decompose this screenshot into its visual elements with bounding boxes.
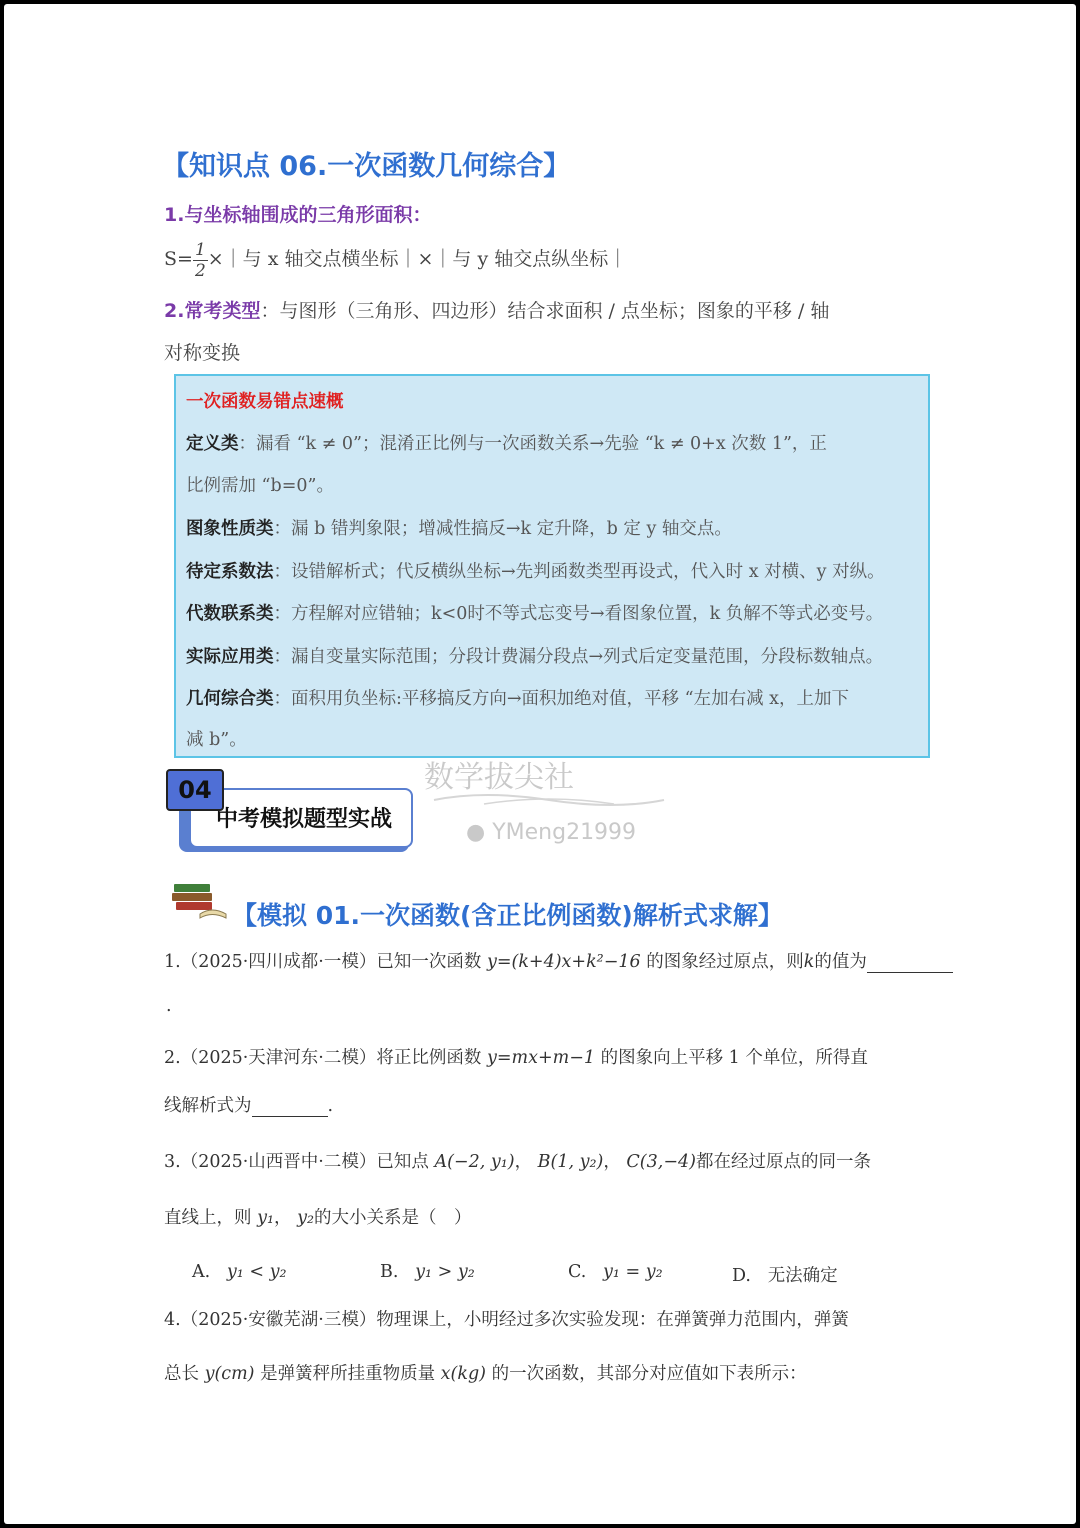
q3-y2: y₂ xyxy=(297,1208,314,1228)
simulation-heading: 【模拟 01.一次函数(含正比例函数)解析式求解】 xyxy=(232,901,783,930)
q3-point-b: B(1, y₂) xyxy=(537,1152,604,1172)
option-label: B. xyxy=(380,1262,399,1282)
tip-text: ：面积用负坐标:平移搞反方向→面积加绝对值，平移 “左加右减 x，上加下 xyxy=(273,689,849,709)
tip-text: 比例需加 “b=0”。 xyxy=(186,476,334,496)
tips-title: 一次函数易错点速概 xyxy=(186,392,344,412)
watermark-ornament xyxy=(424,788,674,812)
q2-text: 2.（2025·天津河东·二模）将正比例函数 xyxy=(164,1048,482,1068)
tip-line-definition-cont xyxy=(186,472,334,497)
question-2-line2 xyxy=(164,1092,333,1117)
q3-text-2: 都在经过原点的同一条 xyxy=(695,1152,871,1172)
tip-line-undetermined xyxy=(186,558,885,583)
question-1 xyxy=(164,948,953,973)
q1-formula: y=(k+4)x+k²−16 xyxy=(486,952,641,972)
watermark-id xyxy=(466,820,636,845)
q4-y-cm: y(cm) xyxy=(204,1364,255,1384)
q4-text: 总长 xyxy=(164,1364,199,1384)
q4-text-2: 是弹簧秤所挂重物质量 xyxy=(260,1364,436,1384)
tip-key: 代数联系类 xyxy=(186,604,274,624)
q2-text-3: 线解析式为 xyxy=(164,1096,252,1116)
item2-title: 2.常考类型 xyxy=(164,300,261,322)
formula-rest: ×｜与 x 轴交点横坐标｜×｜与 y 轴交点纵坐标｜ xyxy=(207,248,628,270)
q2-formula: y=mx+m−1 xyxy=(486,1048,596,1068)
q1-text-3: 的值为 xyxy=(814,952,867,972)
section-title: 中考模拟题型实战 xyxy=(216,807,393,832)
formula-fraction xyxy=(193,240,208,281)
tip-text: ：漏看 “k ≠ 0”；混淆正比例与一次函数关系→先验 “k ≠ 0+x 次数 1”，正 xyxy=(238,434,827,454)
tip-text: ：方程解对应错轴；k<0时不等式忘变号→看图象位置，k 负解不等式必变号。 xyxy=(273,604,884,624)
option-expr: 无法确定 xyxy=(767,1266,838,1286)
q2-answer-blank[interactable] xyxy=(252,1096,328,1117)
tip-text: 减 b”。 xyxy=(186,730,247,750)
q2-text-2: 的图象向上平移 1 个单位，所得直 xyxy=(600,1048,868,1068)
q3-separator: ， xyxy=(514,1152,533,1172)
tip-line-application xyxy=(186,643,883,668)
option-expr: y₁ = y₂ xyxy=(603,1262,663,1282)
tip-key: 几何综合类 xyxy=(186,689,274,709)
q3-text-3: 直线上，则 xyxy=(164,1208,252,1228)
tip-text: ：漏 b 错判象限；增减性搞反→k 定升降，b 定 y 轴交点。 xyxy=(273,519,732,539)
q3-point-a: A(−2, y₁) xyxy=(434,1152,515,1172)
option-a[interactable] xyxy=(192,1262,287,1282)
q4-text-3: 的一次函数，其部分对应值如下表所示： xyxy=(491,1364,807,1384)
question-3-line2 xyxy=(164,1204,471,1229)
q1-variable-k: k xyxy=(803,952,815,972)
q1-answer-blank[interactable] xyxy=(867,952,953,973)
option-expr: y₁ < y₂ xyxy=(226,1262,287,1282)
option-d[interactable] xyxy=(732,1262,838,1287)
watermark-title: 数学拔尖社 xyxy=(424,760,574,795)
tip-line-geometry xyxy=(186,685,849,710)
option-label: C. xyxy=(568,1262,587,1282)
document-page xyxy=(4,4,1076,1524)
question-3 xyxy=(164,1148,871,1173)
question-4-line2 xyxy=(164,1360,807,1385)
tip-line-algebra xyxy=(186,600,883,625)
q1-text-2: 的图象经过原点，则 xyxy=(646,952,804,972)
books-icon xyxy=(170,878,230,922)
tip-text: ：设错解析式；代反横纵坐标→先判函数类型再设式，代入时 x 对横、y 对纵。 xyxy=(273,562,885,582)
fraction-denominator: 2 xyxy=(194,260,206,281)
q3-point-c: C(3,−4) xyxy=(626,1152,696,1172)
q1-text: 1.（2025·四川成都·一模）已知一次函数 xyxy=(164,952,482,972)
fraction-numerator: 1 xyxy=(194,239,206,260)
tip-key: 图象性质类 xyxy=(186,519,274,539)
watermark-id-text: YMeng21999 xyxy=(492,820,637,845)
q3-text: 3.（2025·山西晋中·二模）已知点 xyxy=(164,1152,429,1172)
tip-text: ：漏自变量实际范围；分段计费漏分段点→列式后定变量范围，分段标数轴点。 xyxy=(273,647,884,667)
option-c[interactable] xyxy=(568,1262,663,1282)
tips-box xyxy=(174,374,930,758)
formula-prefix: S= xyxy=(164,248,193,270)
item2-text: ：与图形（三角形、四边形）结合求面积 / 点坐标；图象的平移 / 轴 xyxy=(260,300,830,322)
area-formula xyxy=(164,232,627,286)
section-number: 04 xyxy=(166,769,224,811)
item1-title: 1.与坐标轴围成的三角形面积： xyxy=(164,204,432,226)
item2-line2: 对称变换 xyxy=(164,342,241,364)
wechat-icon: ● xyxy=(466,820,486,845)
q4-x-kg: x(kg) xyxy=(440,1364,487,1384)
option-label: D. xyxy=(732,1266,751,1286)
tip-line-definition xyxy=(186,430,827,455)
option-label: A. xyxy=(192,1262,211,1282)
tip-key: 实际应用类 xyxy=(186,647,274,667)
item2-line1 xyxy=(164,296,829,323)
question-4: 4.（2025·安徽芜湖·三模）物理课上，小明经过多次实验发现：在弹簧弹力范围内，弹簧 xyxy=(164,1310,849,1330)
option-expr: y₁ > y₂ xyxy=(415,1262,475,1282)
q3-y1: y₁ xyxy=(257,1208,274,1228)
option-b[interactable] xyxy=(380,1262,475,1282)
q3-text-4: 的大小关系是（ ） xyxy=(313,1208,472,1228)
tip-key: 定义类 xyxy=(186,434,239,454)
q2-end: . xyxy=(327,1096,334,1116)
tip-line-geometry-cont xyxy=(186,726,247,751)
tip-line-graph xyxy=(186,515,732,540)
knowledge-heading: 【知识点 06.一次函数几何综合】 xyxy=(162,151,571,182)
q1-end: . xyxy=(166,996,172,1016)
question-2 xyxy=(164,1044,868,1069)
q3-separator: ， xyxy=(273,1208,292,1228)
tip-key: 待定系数法 xyxy=(186,562,274,582)
q3-separator: ， xyxy=(603,1152,621,1172)
